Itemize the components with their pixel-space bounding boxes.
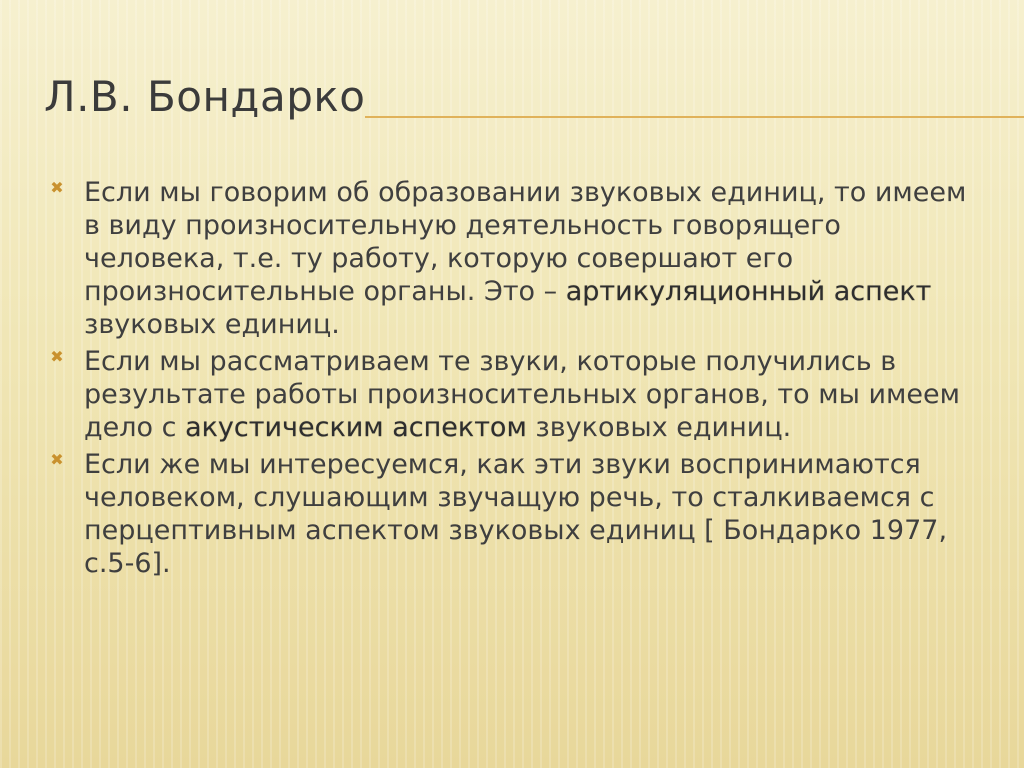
bullet-item-acoustic xyxy=(46,345,981,444)
x-mark-icon: ✖ xyxy=(50,178,64,197)
bullet-highlight: артикуляционный аспект xyxy=(565,276,932,307)
bullet-text: Если же мы интересуемся, как эти звуки воспринимаются человеком, слушающим звучащую речь, то сталкиваемся с перцептивным аспектом звуковых единиц [ Бондарко 1977, с.5-6]. xyxy=(84,449,948,579)
bullet-item-articulation xyxy=(46,176,981,341)
title-divider xyxy=(365,116,1024,118)
bullet-text: Если мы рассматриваем те звуки, которые получились в результате работы произносительных органов, то мы имеем дело с xyxy=(84,346,960,443)
bullet-highlight: акустическим аспектом xyxy=(185,412,527,443)
bullet-text: звуковых единиц. xyxy=(84,309,340,340)
bullet-list xyxy=(46,176,981,584)
bullet-text: звуковых единиц. xyxy=(526,412,792,443)
bullet-item-perceptive xyxy=(46,448,981,580)
x-mark-icon: ✖ xyxy=(50,450,64,469)
bullet-text: Если мы говорим об образовании звуковых единиц, то имеем в виду произносительную деятельность говорящего человека, т.е. ту работу, которую совершают его произносительные органы. Это – xyxy=(84,177,967,307)
slide-title: Л.В. Бондарко xyxy=(44,72,366,121)
x-mark-icon: ✖ xyxy=(50,347,64,366)
